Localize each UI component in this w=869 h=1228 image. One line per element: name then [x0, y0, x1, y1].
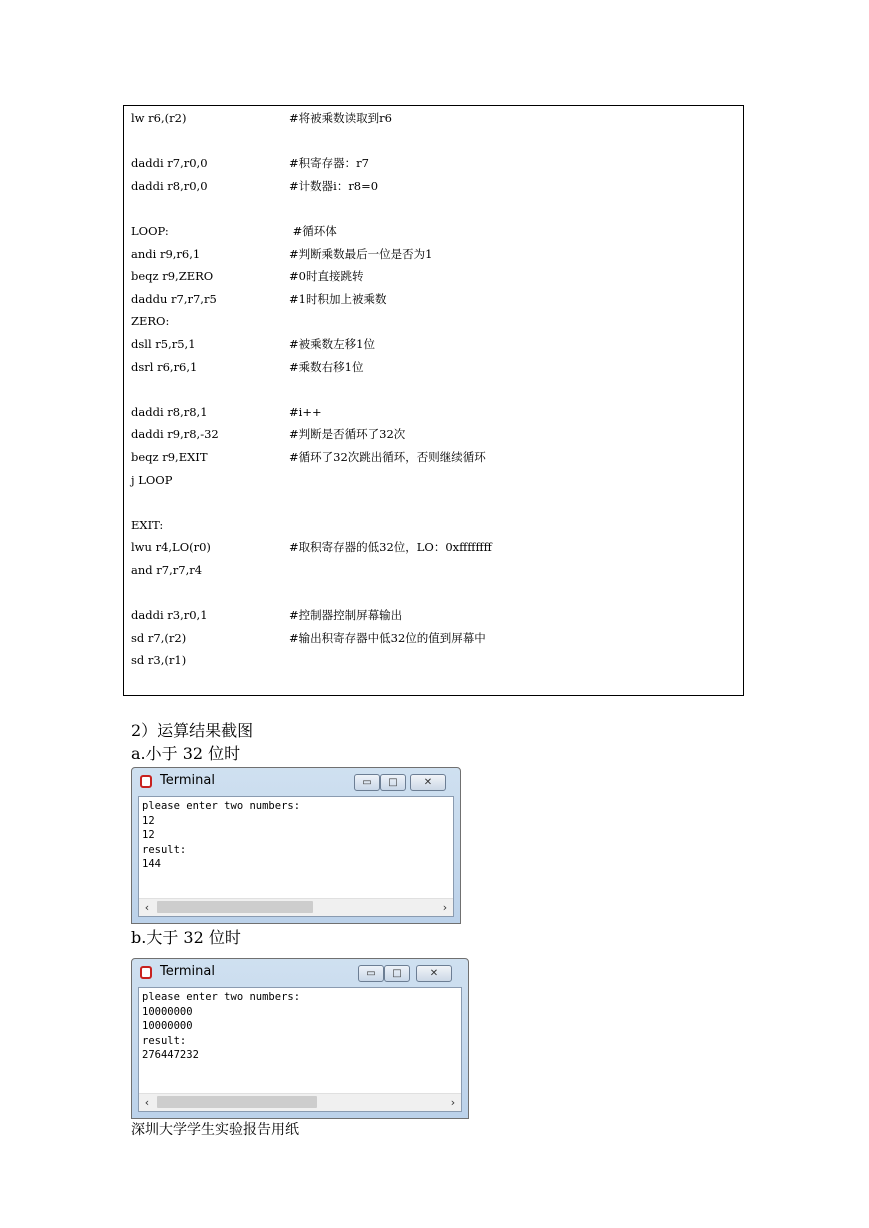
terminal-title: Terminal: [160, 964, 215, 979]
code-comment: #控制器控制屏幕输出: [289, 608, 403, 623]
case-b-label: b.大于 32 位时: [131, 928, 241, 947]
code-comment: #1时积加上被乘数: [289, 291, 387, 306]
code-instruction: and r7,r7,r4: [131, 563, 203, 577]
code-comment: #将被乘数读取到r6: [289, 111, 392, 125]
code-comment: #判断乘数最后一位是否为1: [289, 246, 433, 261]
code-comment: #取积寄存器的低32位，LO：0xffffffff: [289, 540, 492, 555]
minimize-icon[interactable]: ▭: [354, 774, 380, 791]
code-comment: #计数器i：r8=0: [289, 178, 379, 193]
footer-text: 深圳大学学生实验报告用纸: [131, 1122, 299, 1138]
code-instruction: daddu r7,r7,r5: [131, 291, 217, 306]
maximize-icon[interactable]: □: [384, 965, 410, 982]
horizontal-scrollbar[interactable]: [139, 1093, 461, 1111]
code-comment: #0时直接跳转: [289, 269, 364, 284]
code-instruction: dsll r5,r5,1: [131, 337, 196, 351]
code-comment: #积寄存器：r7: [289, 156, 369, 171]
terminal-title-bar[interactable]: [138, 963, 462, 987]
code-comment: #被乘数左移1位: [289, 337, 375, 351]
close-icon[interactable]: ✕: [416, 965, 452, 982]
code-instruction: j LOOP: [131, 472, 173, 487]
code-instruction: daddi r3,r0,1: [131, 608, 208, 623]
code-instruction: sd r7,(r2): [131, 630, 187, 645]
app-icon: [140, 966, 152, 979]
code-comment: #乘数右移1位: [289, 359, 364, 374]
terminal-window-a: [131, 767, 461, 924]
scrollbar-thumb[interactable]: [157, 1096, 317, 1108]
scroll-right-icon[interactable]: ›: [442, 901, 448, 914]
section-title: 2）运算结果截图: [131, 721, 254, 740]
code-comment: #输出积寄存器中低32位的值到屏幕中: [289, 630, 486, 645]
code-listing: [123, 105, 744, 696]
code-instruction: daddi r8,r0,0: [131, 178, 208, 193]
code-instruction: dsrl r6,r6,1: [131, 359, 198, 374]
code-instruction: daddi r7,r0,0: [131, 156, 208, 171]
terminal-title-bar[interactable]: [138, 772, 454, 796]
code-instruction: andi r9,r6,1: [131, 246, 201, 261]
code-comment: #循环体: [289, 224, 337, 238]
scroll-left-icon[interactable]: ‹: [144, 1096, 150, 1109]
maximize-icon[interactable]: □: [380, 774, 406, 791]
horizontal-scrollbar[interactable]: [139, 898, 453, 916]
terminal-output: please enter two numbers: 12 12 result: 144: [142, 800, 301, 870]
terminal-title: Terminal: [160, 773, 215, 788]
terminal-output-area[interactable]: [138, 987, 462, 1112]
scroll-right-icon[interactable]: ›: [450, 1096, 456, 1109]
minimize-icon[interactable]: ▭: [358, 965, 384, 982]
scrollbar-thumb[interactable]: [157, 901, 313, 913]
code-comment: #判断是否循环了32次: [289, 427, 406, 442]
terminal-window-b: [131, 958, 469, 1119]
code-instruction: daddi r8,r8,1: [131, 404, 208, 419]
terminal-output-area[interactable]: [138, 796, 454, 917]
code-instruction: LOOP:: [131, 224, 169, 238]
code-comment: #循环了32次跳出循环，否则继续循环: [289, 450, 486, 464]
scroll-left-icon[interactable]: ‹: [144, 901, 150, 914]
case-a-label: a.小于 32 位时: [131, 744, 241, 763]
code-instruction: beqz r9,ZERO: [131, 269, 214, 284]
code-comment: #i++: [289, 404, 322, 419]
close-icon[interactable]: ✕: [410, 774, 446, 791]
code-instruction: EXIT:: [131, 517, 164, 532]
terminal-output: please enter two numbers: 10000000 10000000 result: 276447232: [142, 991, 301, 1061]
app-icon: [140, 775, 152, 788]
code-instruction: ZERO:: [131, 314, 170, 329]
code-instruction: lwu r4,LO(r0): [131, 540, 211, 555]
code-instruction: sd r3,(r1): [131, 653, 187, 668]
code-instruction: beqz r9,EXIT: [131, 450, 208, 464]
code-instruction: lw r6,(r2): [131, 111, 187, 125]
code-instruction: daddi r9,r8,-32: [131, 427, 219, 442]
